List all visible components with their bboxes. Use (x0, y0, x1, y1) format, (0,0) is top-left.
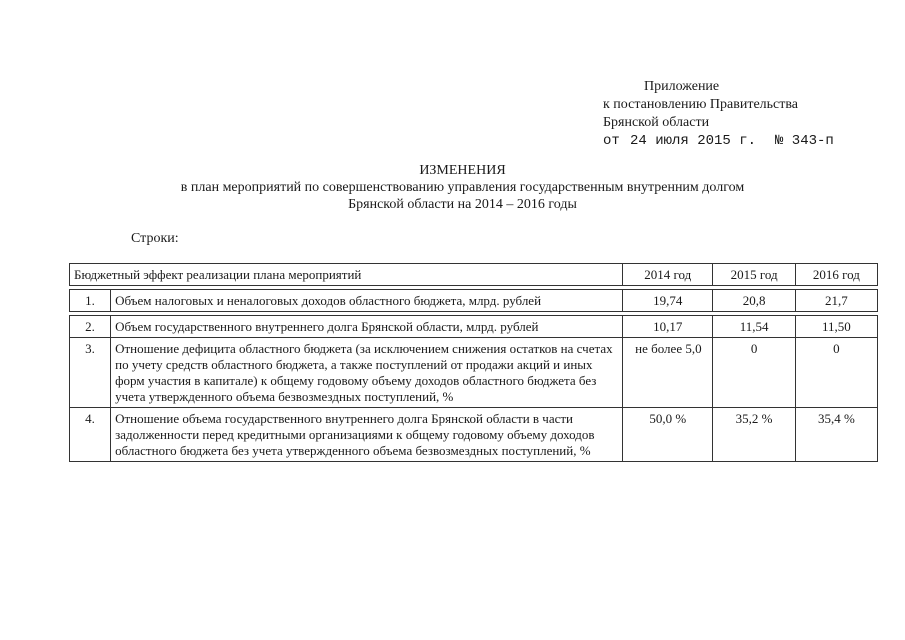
row-description: Объем налоговых и неналоговых доходов областного бюджета, млрд. рублей (111, 290, 623, 312)
header-year-2015: 2015 год (713, 264, 795, 286)
title-subject: в план мероприятий по совершенствованию управления государственным внутренним долгом (180, 180, 745, 195)
row-value-2015: 20,8 (713, 290, 795, 312)
table-row (70, 408, 878, 462)
row-value-2015: 11,54 (713, 316, 795, 338)
row-value-2014: не более 5,0 (623, 338, 713, 408)
rows-label: Строки: (131, 231, 179, 246)
budget-effect-table (69, 263, 878, 462)
row-number: 1. (70, 290, 111, 312)
resolution-date: 24 июля 2015 г. (630, 133, 757, 149)
header-year-2016: 2016 год (795, 264, 877, 286)
date-prefix: от (603, 133, 620, 149)
row-description: Объем государственного внутреннего долга Брянской области, млрд. рублей (111, 316, 623, 338)
title-heading: ИЗМЕНЕНИЯ (419, 163, 506, 178)
row-description: Отношение дефицита областного бюджета (за исключением снижения остатков на счетах по учету средств областного бюджета, а также поступлений от продажи акций и иных форм участия в капитале) к общему годовому объему доходов областного бюджета без учета утвержденного объема безвозмездных поступлений, % (111, 338, 623, 408)
row-value-2014: 50,0 % (623, 408, 713, 462)
row-value-2015: 0 (713, 338, 795, 408)
table-row (70, 316, 878, 338)
table-header-row (70, 264, 878, 286)
row-value-2016: 11,50 (795, 316, 877, 338)
table-row (70, 338, 878, 408)
header-year-2014: 2014 год (623, 264, 713, 286)
appendix-block (603, 78, 834, 150)
appendix-date-line (603, 132, 834, 150)
row-number: 3. (70, 338, 111, 408)
header-description: Бюджетный эффект реализации плана мероприятий (70, 264, 623, 286)
row-number: 4. (70, 408, 111, 462)
appendix-region: Брянской области (603, 115, 710, 130)
row-value-2014: 10,17 (623, 316, 713, 338)
document-title (0, 162, 905, 213)
row-description: Отношение объема государственного внутреннего долга Брянской области в части задолженности перед кредитными организациями к общему годовому объему доходов областного бюджета без учета утвержденного объема безвозмездных поступлений, % (111, 408, 623, 462)
row-value-2016: 35,4 % (795, 408, 877, 462)
appendix-resolution: к постановлению Правительства (603, 97, 799, 112)
row-value-2016: 0 (795, 338, 877, 408)
title-period: Брянской области на 2014 – 2016 годы (348, 197, 577, 212)
row-value-2014: 19,74 (623, 290, 713, 312)
resolution-number: № 343-п (775, 133, 834, 149)
row-number: 2. (70, 316, 111, 338)
row-value-2015: 35,2 % (713, 408, 795, 462)
row-value-2016: 21,7 (795, 290, 877, 312)
table-row (70, 290, 878, 312)
appendix-title: Приложение (644, 79, 720, 94)
